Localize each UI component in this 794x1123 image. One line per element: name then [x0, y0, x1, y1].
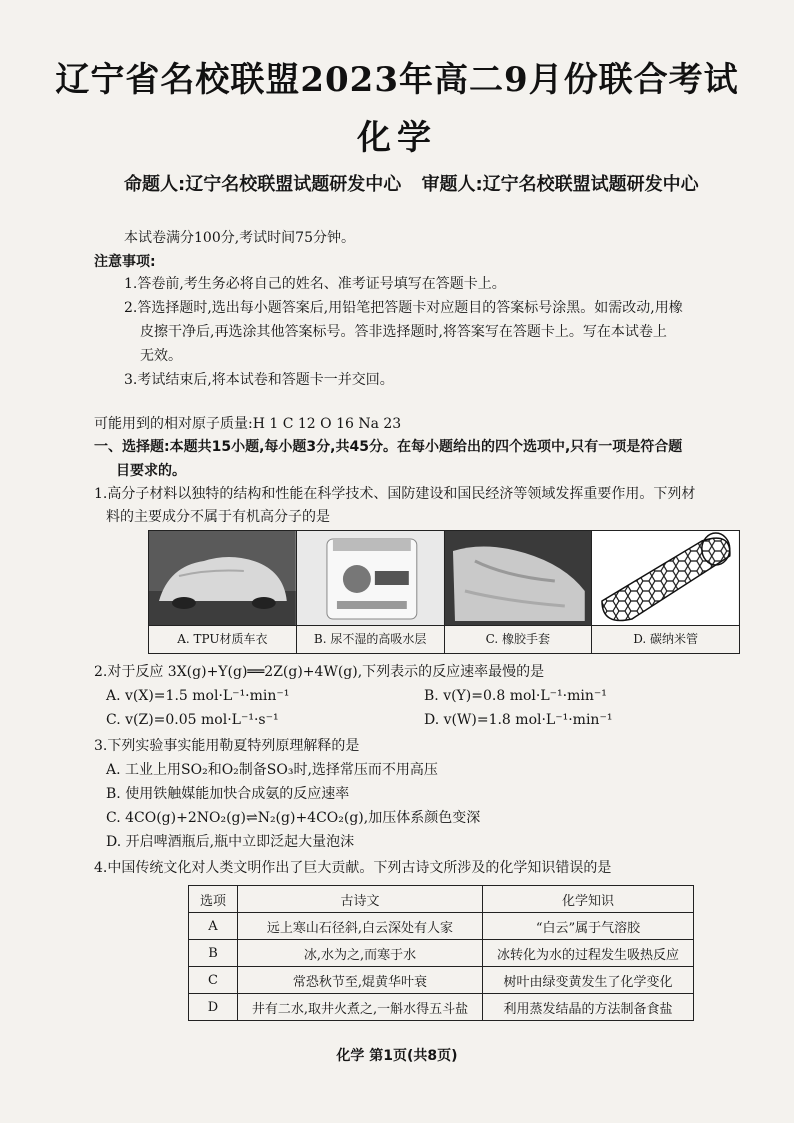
q2-option-c: C. v(Z)=0.05 mol·L⁻¹·s⁻¹ — [106, 712, 279, 728]
q3-option-b: B. 使用铁触媒能加快合成氨的反应速率 — [106, 786, 350, 802]
q1-option-a-label: A. TPU材质车衣 — [177, 632, 268, 646]
carbon-nanotube-photo — [592, 531, 739, 626]
car-cover-photo — [149, 531, 296, 626]
author-line — [124, 170, 764, 196]
col-header: 古诗文 — [238, 886, 483, 913]
cell: “白云”属于气溶胶 — [483, 913, 694, 940]
col-header: 选项 — [189, 886, 238, 913]
exam-title: 辽宁省名校联盟2023年高二9月份联合考试 — [55, 60, 739, 100]
note-item: 2.答选择题时,选出每小题答案后,用铅笔把答题卡对应题目的答案标号涂黑。如需改动,用橡 — [124, 300, 683, 316]
cell: A — [189, 913, 238, 940]
q1-option-b — [297, 531, 445, 653]
note-item: 无效。 — [140, 348, 182, 364]
cell: C — [189, 967, 238, 994]
q2-option-a: A. v(X)=1.5 mol·L⁻¹·min⁻¹ — [106, 688, 290, 704]
q1-option-d-label: D. 碳纳米管 — [633, 632, 699, 646]
q4-table — [188, 885, 694, 1021]
q1-stem: 1.高分子材料以独特的结构和性能在科学技术、国防建设和国民经济等领域发挥重要作用。下列材 — [94, 486, 696, 502]
section-heading: 一、选择题:本题共15小题,每小题3分,共45分。在每小题给出的四个选项中,只有一项是符合题 — [94, 439, 683, 455]
q3-option-d: D. 开启啤酒瓶后,瓶中立即泛起大量泡沫 — [106, 834, 355, 850]
reviewer: 审题人:辽宁名校联盟试题研发中心 — [421, 174, 699, 195]
q2-option-b: B. v(Y)=0.8 mol·L⁻¹·min⁻¹ — [424, 688, 607, 704]
q3-option-a: A. 工业上用SO₂和O₂制备SO₃时,选择常压而不用高压 — [106, 762, 438, 778]
cell: 远上寒山石径斜,白云深处有人家 — [238, 913, 483, 940]
table-row — [189, 940, 694, 967]
q1-option-b-label: B. 尿不湿的高吸水层 — [313, 632, 427, 646]
q3-stem: 3.下列实验事实能用勒夏特列原理解释的是 — [94, 738, 360, 754]
atomic-masses: 可能用到的相对原子质量:H 1 C 12 O 16 Na 23 — [94, 416, 402, 432]
intro: 本试卷满分100分,考试时间75分钟。 — [124, 230, 355, 246]
table-row — [189, 994, 694, 1021]
q1-option-c — [445, 531, 593, 653]
cell: 常恐秋节至,焜黄华叶衰 — [238, 967, 483, 994]
q1-stem-cont: 料的主要成分不属于有机高分子的是 — [106, 509, 330, 525]
cell: B — [189, 940, 238, 967]
col-header: 化学知识 — [483, 886, 694, 913]
cell: D — [189, 994, 238, 1021]
table-header-row — [189, 886, 694, 913]
cell: 冰,水为之,而寒于水 — [238, 940, 483, 967]
q2-option-d: D. v(W)=1.8 mol·L⁻¹·min⁻¹ — [424, 712, 613, 728]
notes-title: 注意事项: — [94, 254, 156, 270]
page-footer: 化学 第1页(共8页) — [336, 1048, 458, 1064]
cell: 利用蒸发结晶的方法制备食盐 — [483, 994, 694, 1021]
note-item: 皮擦干净后,再选涂其他答案标号。答非选择题时,将答案写在答题卡上。写在本试卷上 — [140, 324, 667, 340]
q1-option-a — [149, 531, 297, 653]
subject-title: 化学 — [357, 118, 437, 158]
note-item: 1.答卷前,考生务必将自己的姓名、准考证号填写在答题卡上。 — [124, 276, 506, 292]
cell: 冰转化为水的过程发生吸热反应 — [483, 940, 694, 967]
table-row — [189, 913, 694, 940]
q1-option-d — [592, 531, 739, 653]
note-item: 3.考试结束后,将本试卷和答题卡一并交回。 — [124, 372, 394, 388]
q2-stem: 2.对于反应 3X(g)+Y(g)══2Z(g)+4W(g),下列表示的反应速率最慢的是 — [94, 664, 545, 680]
section-heading-cont: 目要求的。 — [116, 463, 186, 479]
q4-stem: 4.中国传统文化对人类文明作出了巨大贡献。下列古诗文所涉及的化学知识错误的是 — [94, 860, 612, 876]
q1-option-c-label: C. 橡胶手套 — [485, 632, 551, 646]
cell: 树叶由绿变黄发生了化学变化 — [483, 967, 694, 994]
setter: 命题人:辽宁名校联盟试题研发中心 — [124, 174, 402, 195]
q3-option-c: C. 4CO(g)+2NO₂(g)⇌N₂(g)+4CO₂(g),加压体系颜色变深 — [106, 810, 481, 826]
diaper-pack-photo — [297, 531, 444, 626]
table-row — [189, 967, 694, 994]
cell: 井有二水,取井火煮之,一斛水得五斗盐 — [238, 994, 483, 1021]
rubber-gloves-photo — [445, 531, 592, 626]
q1-image-table — [148, 530, 740, 654]
